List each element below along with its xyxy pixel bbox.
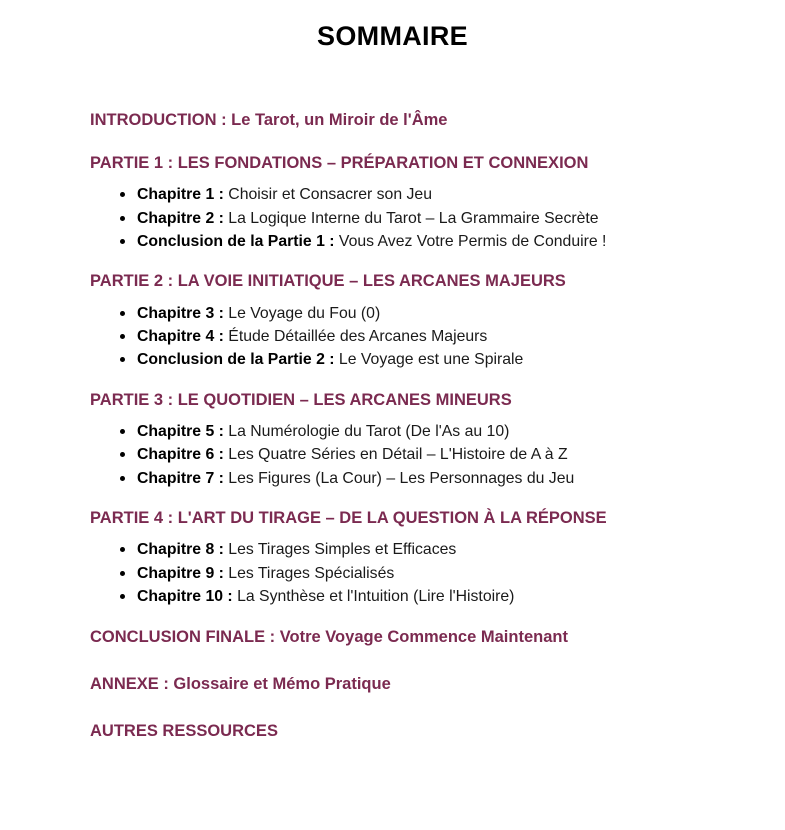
list-item-label: Chapitre 5 : — [137, 422, 224, 440]
toc-heading-partie-1[interactable]: PARTIE 1 : LES FONDATIONS – PRÉPARATION ET CONNEXION — [90, 154, 589, 173]
toc-heading-introduction[interactable]: INTRODUCTION : Le Tarot, un Miroir de l'Âme — [90, 111, 448, 129]
bullet-icon — [120, 192, 125, 197]
list-item-label: Conclusion de la Partie 2 : — [137, 351, 335, 369]
bullet-icon — [120, 476, 125, 481]
list-item-label: Chapitre 9 : — [137, 564, 224, 582]
list-item-label: Chapitre 4 : — [137, 328, 224, 346]
toc-list-partie-3 — [90, 421, 702, 490]
toc-list-partie-2 — [90, 303, 702, 372]
list-item-text: La Numérologie du Tarot (De l'As au 10) — [223, 422, 510, 440]
table-of-contents — [90, 110, 702, 742]
list-item[interactable] — [90, 208, 697, 230]
toc-heading-conclusion-finale[interactable]: CONCLUSION FINALE : Votre Voyage Commence Maintenant — [90, 627, 568, 646]
bullet-icon — [120, 594, 125, 599]
list-item[interactable] — [90, 184, 697, 206]
list-item-text: Le Voyage est une Spirale — [334, 351, 524, 369]
list-item-label: Chapitre 7 : — [137, 469, 224, 487]
list-item-text: Étude Détaillée des Arcanes Majeurs — [223, 328, 488, 346]
bullet-icon — [120, 547, 125, 552]
toc-heading-autres-ressources[interactable]: AUTRES RESSOURCES — [90, 721, 278, 740]
toc-list-partie-1 — [90, 184, 702, 253]
bullet-icon — [120, 429, 125, 434]
list-item-label: Chapitre 8 : — [137, 541, 224, 559]
list-item-label: Chapitre 2 : — [137, 209, 224, 227]
list-item-text: Le Voyage du Fou (0) — [223, 304, 381, 322]
list-item[interactable] — [90, 326, 697, 348]
list-item[interactable] — [90, 303, 697, 325]
bullet-icon — [120, 357, 125, 362]
list-item-text: La Logique Interne du Tarot – La Grammaire Secrète — [223, 209, 599, 227]
list-item[interactable] — [90, 444, 697, 466]
toc-list-partie-4 — [90, 539, 702, 608]
bullet-icon — [120, 311, 125, 316]
list-item[interactable] — [90, 586, 697, 608]
list-item[interactable] — [90, 231, 697, 253]
list-item-label: Chapitre 1 : — [137, 186, 224, 204]
bullet-icon — [120, 216, 125, 221]
page-title: SOMMAIRE — [317, 21, 468, 51]
list-item-text: Vous Avez Votre Permis de Conduire ! — [334, 233, 607, 251]
list-item[interactable] — [90, 539, 697, 561]
list-item-label: Chapitre 10 : — [137, 588, 233, 606]
list-item[interactable] — [90, 563, 697, 585]
bullet-icon — [120, 239, 125, 244]
toc-heading-annexe[interactable]: ANNEXE : Glossaire et Mémo Pratique — [90, 674, 391, 693]
list-item[interactable] — [90, 421, 697, 443]
list-item-text: Choisir et Consacrer son Jeu — [223, 186, 432, 204]
bullet-icon — [120, 452, 125, 457]
toc-heading-partie-4[interactable]: PARTIE 4 : L'ART DU TIRAGE – DE LA QUESTION À LA RÉPONSE — [90, 509, 607, 528]
list-item-label: Chapitre 6 : — [137, 446, 224, 464]
list-item-text: Les Figures (La Cour) – Les Personnages du Jeu — [223, 469, 575, 487]
toc-heading-partie-3[interactable]: PARTIE 3 : LE QUOTIDIEN – LES ARCANES MINEURS — [90, 390, 512, 409]
list-item-text: Les Tirages Spécialisés — [223, 564, 395, 582]
list-item[interactable] — [90, 349, 697, 371]
list-item-text: La Synthèse et l'Intuition (Lire l'Histoire) — [232, 588, 515, 606]
list-item-label: Conclusion de la Partie 1 : — [137, 233, 335, 251]
bullet-icon — [120, 571, 125, 576]
toc-heading-partie-2[interactable]: PARTIE 2 : LA VOIE INITIATIQUE – LES ARCANES MAJEURS — [90, 272, 566, 291]
list-item[interactable] — [90, 468, 697, 490]
bullet-icon — [120, 334, 125, 339]
list-item-text: Les Quatre Séries en Détail – L'Histoire de A à Z — [223, 446, 568, 464]
list-item-label: Chapitre 3 : — [137, 304, 224, 322]
list-item-text: Les Tirages Simples et Efficaces — [223, 541, 457, 559]
